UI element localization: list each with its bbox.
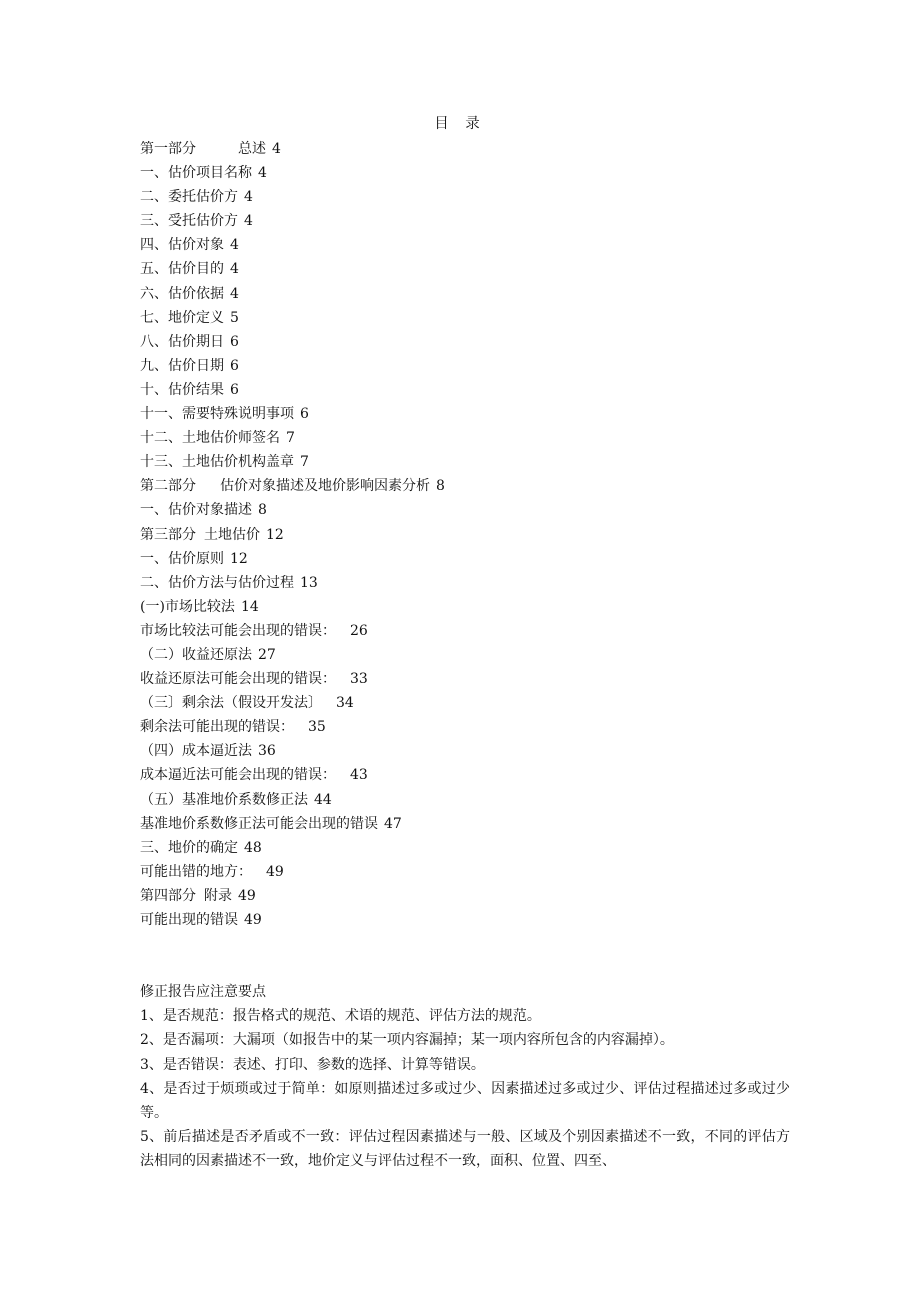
toc-entry-page-number: 13 (300, 574, 318, 591)
toc-entry-label: 十三、土地估价机构盖章 (140, 454, 294, 471)
notes-item: 5、前后描述是否矛盾或不一致：评估过程因素描述与一般、区域及个别因素描述不一致，不同的评估方法相同的因素描述不一致，地价定义与评估过程不一致，面积、位置、四至、 (140, 1129, 790, 1170)
toc-entry (140, 547, 800, 571)
toc-entry-label: 收益还原法可能会出现的错误： (140, 671, 336, 688)
toc-entry (140, 426, 800, 450)
toc-entry-label: 十二、土地估价师签名 (140, 430, 280, 447)
toc-entry (140, 571, 800, 595)
toc-entry-page-number: 48 (244, 839, 262, 856)
toc-entry-label: 第三部分 (140, 526, 196, 543)
toc-entry-page-number: 4 (244, 189, 253, 206)
toc-entry-label: 第一部分 (140, 141, 196, 157)
toc-entry-page-number: 34 (336, 695, 354, 712)
toc-entry-page-number: 7 (286, 430, 295, 447)
toc-entry-label: (一)市场比较法 (140, 598, 235, 615)
toc-entry (140, 836, 800, 860)
table-of-contents (140, 137, 800, 932)
toc-entry-label: 十、估价结果 (140, 381, 224, 398)
toc-entry-page-number: 36 (258, 743, 276, 760)
toc-entry (140, 402, 800, 426)
notes-list (140, 1004, 790, 1173)
toc-entry-page-number: 44 (314, 791, 332, 808)
toc-entry-page-number: 49 (244, 912, 262, 928)
toc-entry-page-number: 26 (350, 622, 368, 639)
toc-entry-page-number: 43 (350, 767, 368, 784)
toc-entry (140, 450, 800, 474)
toc-entry-page-number: 4 (244, 213, 253, 230)
toc-entry-page-number: 6 (230, 381, 239, 398)
toc-entry (140, 860, 800, 884)
toc-entry-label: 剩余法可能出现的错误： (140, 719, 294, 736)
toc-entry (140, 884, 800, 908)
notes-heading: 修正报告应注意要点 (140, 984, 266, 1000)
toc-entry-label: （四）成本逼近法 (140, 743, 252, 760)
toc-entry-page-number: 49 (266, 863, 284, 880)
toc-entry-page-number: 6 (230, 357, 239, 374)
toc-entry-label: 四、估价对象 (140, 237, 224, 254)
toc-entry-label: 九、估价日期 (140, 357, 224, 374)
toc-entry-label: （二）收益还原法 (140, 646, 252, 663)
toc-entry (140, 306, 800, 330)
toc-entry-page-number: 33 (350, 671, 368, 688)
toc-entry (140, 354, 800, 378)
toc-entry (140, 908, 800, 932)
toc-entry (140, 378, 800, 402)
toc-entry-label: 一、估价项目名称 (140, 165, 252, 182)
toc-entry-page-number: 4 (258, 165, 267, 182)
notes-section (140, 980, 790, 1174)
toc-entry (140, 137, 800, 161)
toc-entry-subtitle: 土地估价 (204, 526, 260, 543)
toc-entry-page-number: 35 (308, 719, 326, 736)
toc-entry-label: 二、委托估价方 (140, 189, 238, 206)
toc-entry (140, 185, 800, 209)
toc-entry-label: 可能出现的错误 (140, 912, 238, 928)
toc-entry (140, 233, 800, 257)
toc-entry (140, 812, 800, 836)
toc-entry-page-number: 4 (272, 141, 281, 157)
toc-entry-label: 基准地价系数修正法可能会出现的错误 (140, 815, 378, 832)
toc-entry-page-number: 7 (300, 454, 309, 471)
toc-entry (140, 691, 800, 715)
toc-entry-label: 市场比较法可能会出现的错误： (140, 622, 336, 639)
toc-title: 目 录 (434, 116, 486, 132)
toc-entry-label: 八、估价期日 (140, 333, 224, 350)
toc-entry-label: （五）基准地价系数修正法 (140, 791, 308, 808)
toc-entry-subtitle: 附录 (204, 887, 232, 904)
toc-entry-subtitle: 总述 (238, 141, 266, 157)
toc-entry (140, 498, 800, 522)
toc-entry-page-number: 12 (266, 526, 284, 543)
toc-entry (140, 595, 800, 619)
toc-entry (140, 643, 800, 667)
toc-entry (140, 523, 800, 547)
toc-entry (140, 763, 800, 787)
toc-entry-page-number: 6 (300, 406, 309, 423)
notes-item: 1、是否规范：报告格式的规范、术语的规范、评估方法的规范。 (140, 1008, 541, 1025)
toc-entry-page-number: 5 (230, 309, 239, 326)
toc-entry-page-number: 47 (384, 815, 402, 832)
toc-entry-label: 三、地价的确定 (140, 839, 238, 856)
toc-entry (140, 161, 800, 185)
toc-entry-page-number: 4 (230, 285, 239, 302)
toc-entry-page-number: 14 (240, 598, 259, 615)
toc-entry-label: 一、估价对象描述 (140, 502, 252, 519)
toc-entry (140, 257, 800, 281)
toc-entry (140, 715, 800, 739)
toc-entry-label: 成本逼近法可能会出现的错误： (140, 767, 336, 784)
notes-item: 3、是否错误：表述、打印、参数的选择、计算等错误。 (140, 1056, 485, 1073)
toc-entry-subtitle: 估价对象描述及地价影响因素分析 (220, 478, 430, 495)
toc-entry-page-number: 6 (230, 333, 239, 350)
toc-entry-page-number: 8 (258, 502, 267, 519)
toc-entry (140, 282, 800, 306)
toc-entry-label: 第四部分 (140, 887, 196, 904)
toc-entry (140, 330, 800, 354)
notes-item: 4、是否过于烦琐或过于简单：如原则描述过多或过少、因素描述过多或过少、评估过程描述过多或过少等。 (140, 1080, 790, 1121)
toc-entry-page-number: 4 (230, 261, 239, 278)
toc-entry-label: 七、地价定义 (140, 309, 224, 326)
toc-entry (140, 474, 800, 498)
toc-entry-label: 三、受托估价方 (140, 213, 238, 230)
toc-entry-label: 第二部分 (140, 478, 196, 495)
toc-entry (140, 788, 800, 812)
toc-entry (140, 667, 800, 691)
toc-entry-label: 十一、需要特殊说明事项 (140, 406, 294, 423)
toc-entry-label: （三〕剩余法（假设开发法〕 (140, 695, 322, 712)
toc-entry-label: 五、估价目的 (140, 261, 224, 278)
toc-entry-page-number: 8 (436, 478, 445, 495)
toc-entry (140, 209, 800, 233)
toc-entry-page-number: 12 (230, 550, 248, 567)
toc-entry-label: 一、估价原则 (140, 550, 224, 567)
toc-entry (140, 619, 800, 643)
notes-item: 2、是否漏项：大漏项（如报告中的某一项内容漏掉；某一项内容所包含的内容漏掉）。 (140, 1032, 674, 1049)
toc-entry-label: 六、估价依据 (140, 285, 224, 302)
toc-entry (140, 739, 800, 763)
toc-entry-page-number: 4 (230, 237, 239, 254)
toc-entry-page-number: 49 (238, 887, 256, 904)
toc-entry-label: 二、估价方法与估价过程 (140, 574, 294, 591)
toc-entry-label: 可能出错的地方： (140, 863, 252, 880)
toc-entry-page-number: 27 (258, 646, 276, 663)
